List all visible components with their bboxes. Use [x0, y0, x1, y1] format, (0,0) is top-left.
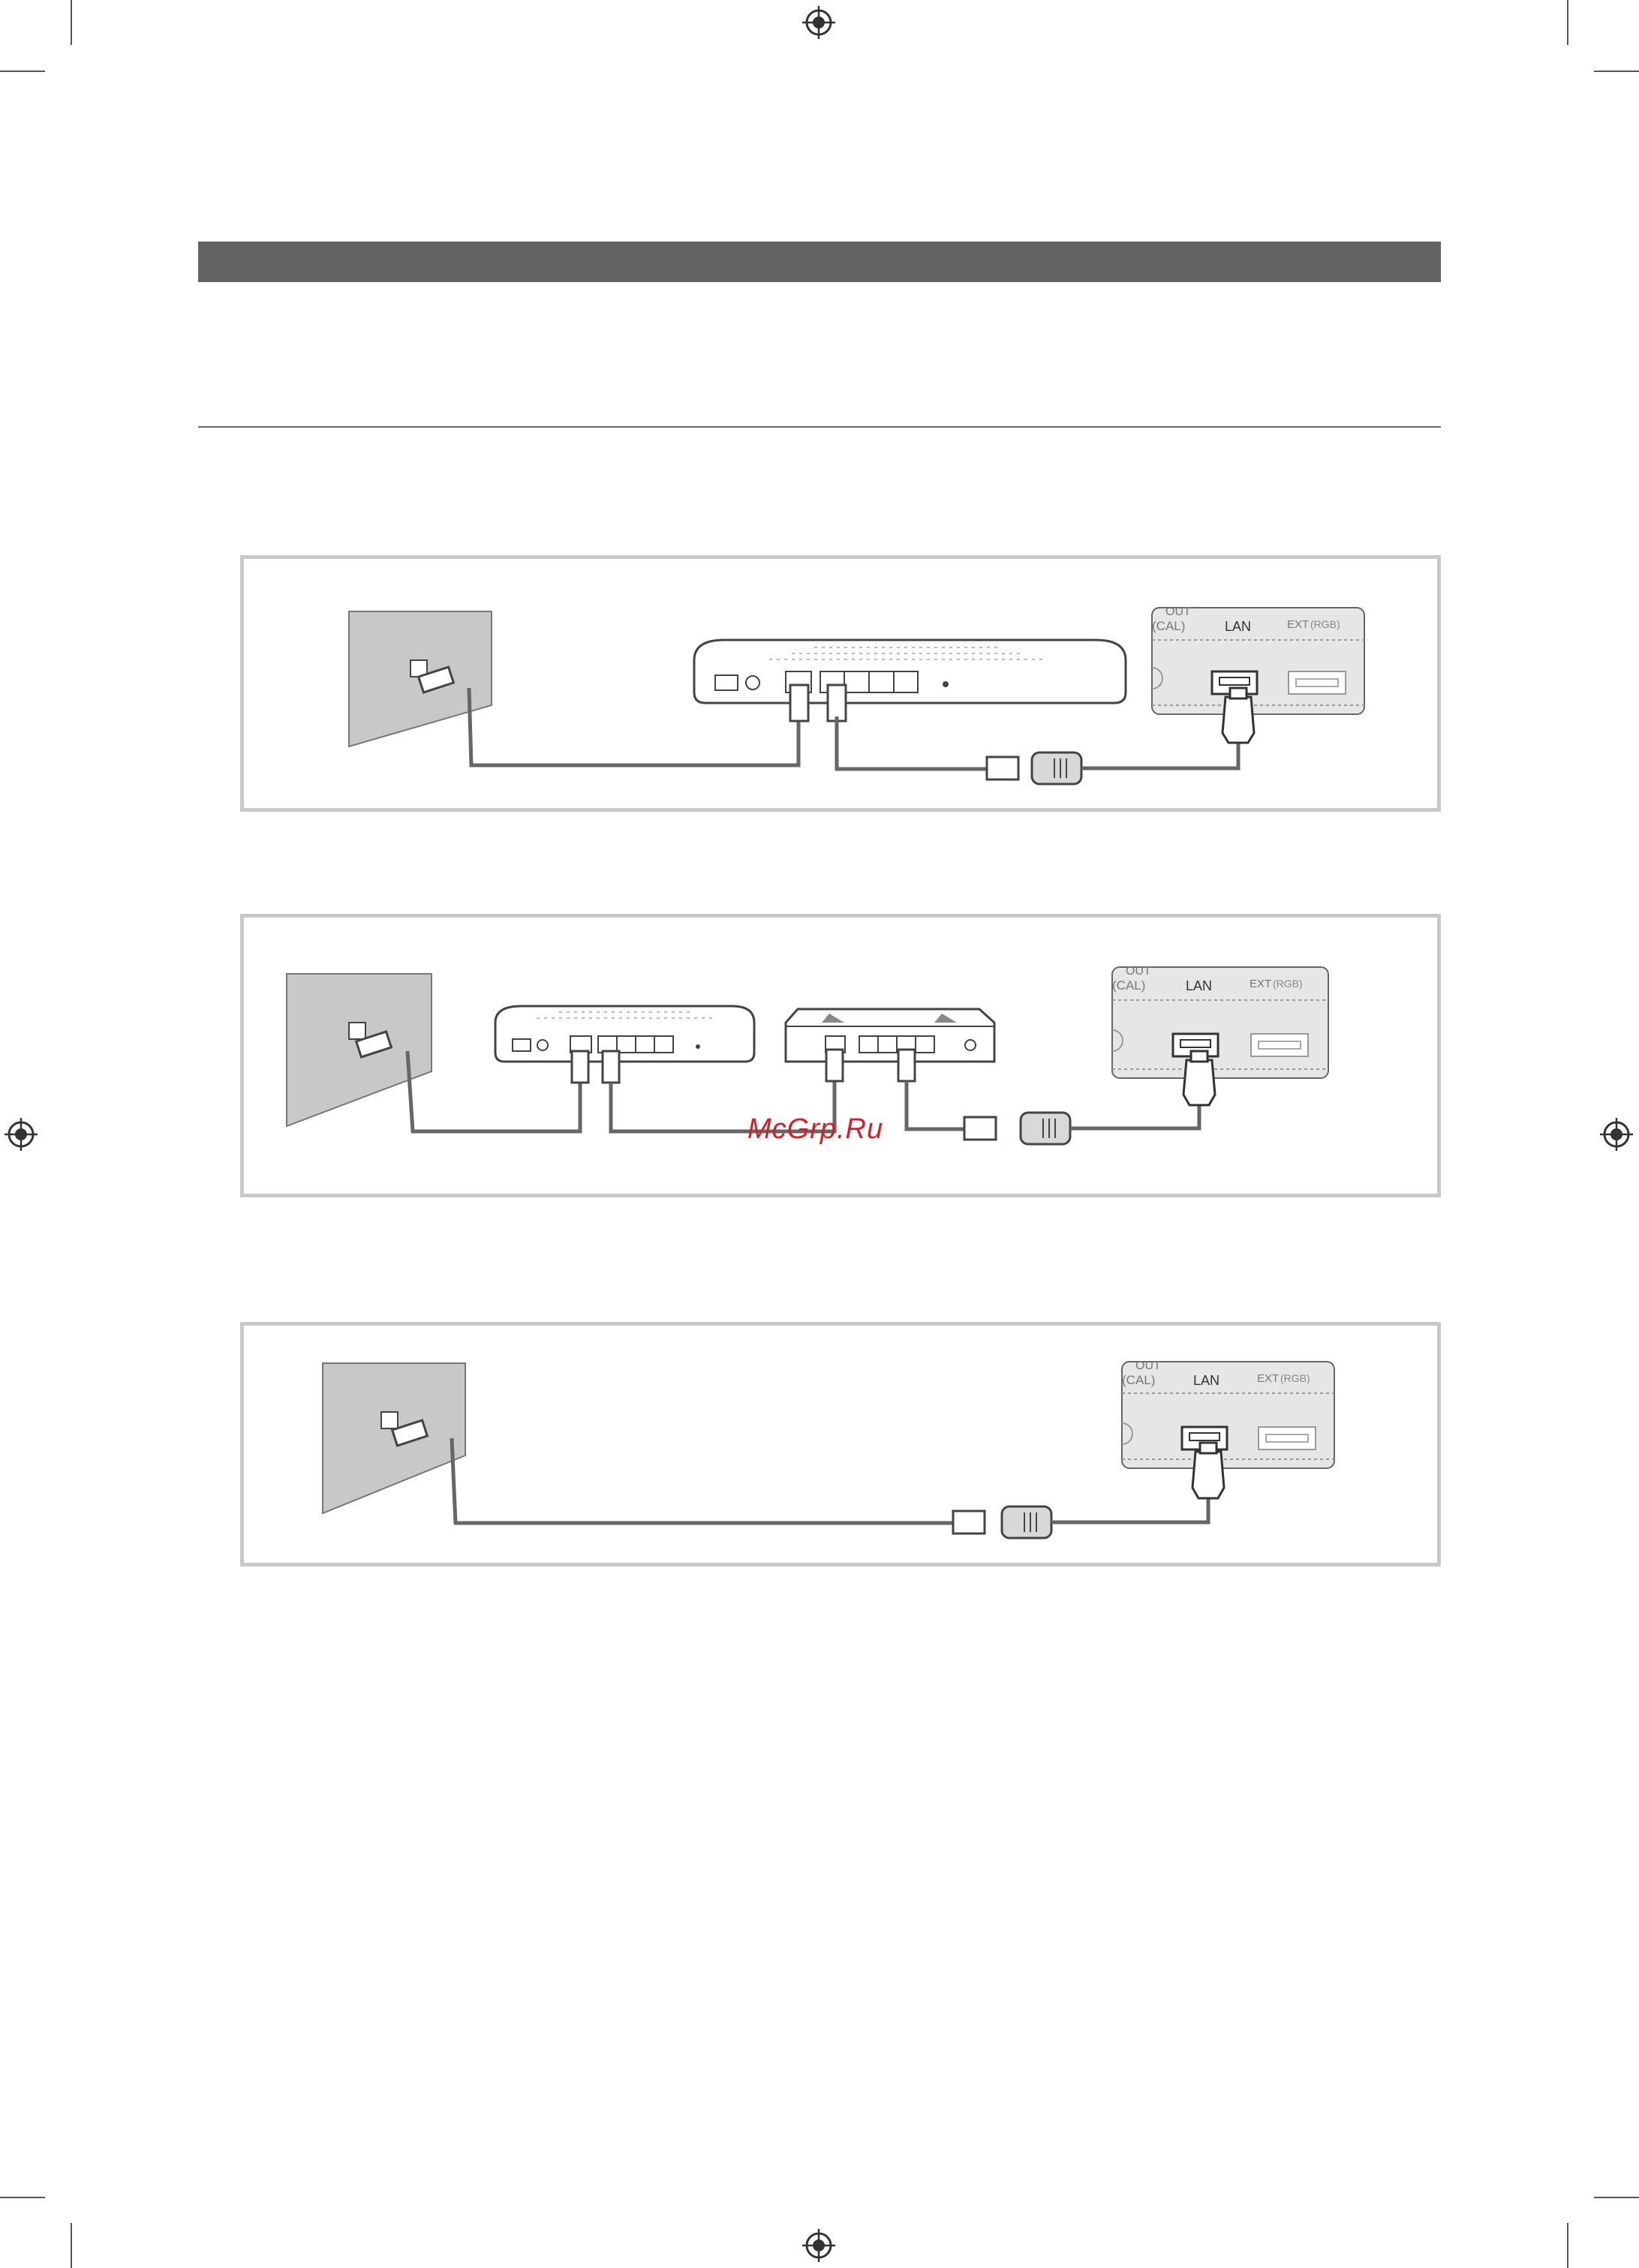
ferrite-core-icon: [1032, 752, 1081, 784]
ext-port-label: EXT: [1250, 978, 1272, 990]
registration-mark-icon: [802, 2229, 835, 2262]
crop-mark: [0, 2197, 45, 2198]
section-title-bar: [198, 242, 1441, 282]
lan-plug-icon: [987, 757, 1018, 780]
lan-cable: [1070, 1105, 1199, 1128]
ferrite-core-icon: [1002, 1506, 1051, 1538]
watermark-text: McGrp.Ru: [747, 1113, 884, 1145]
lan-plug-icon: [953, 1511, 985, 1534]
lan-port-label: LAN: [1193, 1373, 1220, 1388]
crop-mark: [1567, 0, 1568, 45]
ferrite-core-icon: [1021, 1113, 1070, 1144]
panel-label-out: OUT: [1165, 605, 1191, 618]
diagram-modem-connection: [240, 555, 1441, 812]
lan-cable: [907, 1081, 964, 1129]
ext-port-sublabel: (RGB): [1310, 618, 1340, 630]
lan-plug-icon: [826, 1050, 843, 1081]
lan-cable: [837, 716, 994, 769]
lan-cable: [452, 1438, 957, 1523]
ext-port-label: EXT: [1287, 618, 1310, 631]
registration-mark-icon: [1600, 1118, 1633, 1151]
lan-port-label: LAN: [1225, 619, 1252, 634]
diagram-router-connection: [240, 914, 1441, 1197]
crop-mark: [0, 71, 45, 72]
lan-plug-icon: [1222, 697, 1254, 743]
lan-plug-icon: [1183, 1060, 1215, 1105]
crop-mark: [71, 2223, 72, 2268]
lan-plug-icon: [603, 1051, 619, 1083]
panel-label-optical: (CAL): [1152, 619, 1186, 633]
lan-plug-icon: [1192, 1452, 1224, 1498]
section-divider: [198, 426, 1441, 428]
lan-cable: [407, 1051, 580, 1131]
lan-plug-icon: [572, 1051, 588, 1083]
lan-plug-icon: [790, 685, 808, 721]
registration-mark-icon: [802, 6, 835, 39]
lan-cable: [1081, 743, 1238, 768]
panel-label-out: OUT: [1126, 965, 1151, 978]
wall-outlet-icon: [349, 1023, 365, 1039]
crop-mark: [1594, 71, 1639, 72]
panel-label-out: OUT: [1135, 1359, 1161, 1372]
lan-cable: [1051, 1498, 1208, 1522]
panel-label-optical: (CAL): [1112, 978, 1146, 993]
ext-port-sublabel: (RGB): [1273, 978, 1303, 990]
diagram-direct-connection: [240, 1322, 1441, 1567]
ext-port-sublabel: (RGB): [1280, 1372, 1310, 1384]
lan-plug-icon: [828, 685, 846, 721]
crop-mark: [1594, 2197, 1639, 2198]
lan-plug-icon: [964, 1117, 996, 1140]
lan-port-label: LAN: [1186, 978, 1213, 993]
registration-mark-icon: [5, 1118, 38, 1151]
wall-outlet-icon: [381, 1412, 398, 1428]
panel-label-optical: (CAL): [1122, 1373, 1156, 1387]
crop-mark: [1567, 2223, 1568, 2268]
crop-mark: [71, 0, 72, 45]
lan-plug-icon: [898, 1050, 915, 1081]
ext-port-label: EXT: [1257, 1372, 1280, 1385]
